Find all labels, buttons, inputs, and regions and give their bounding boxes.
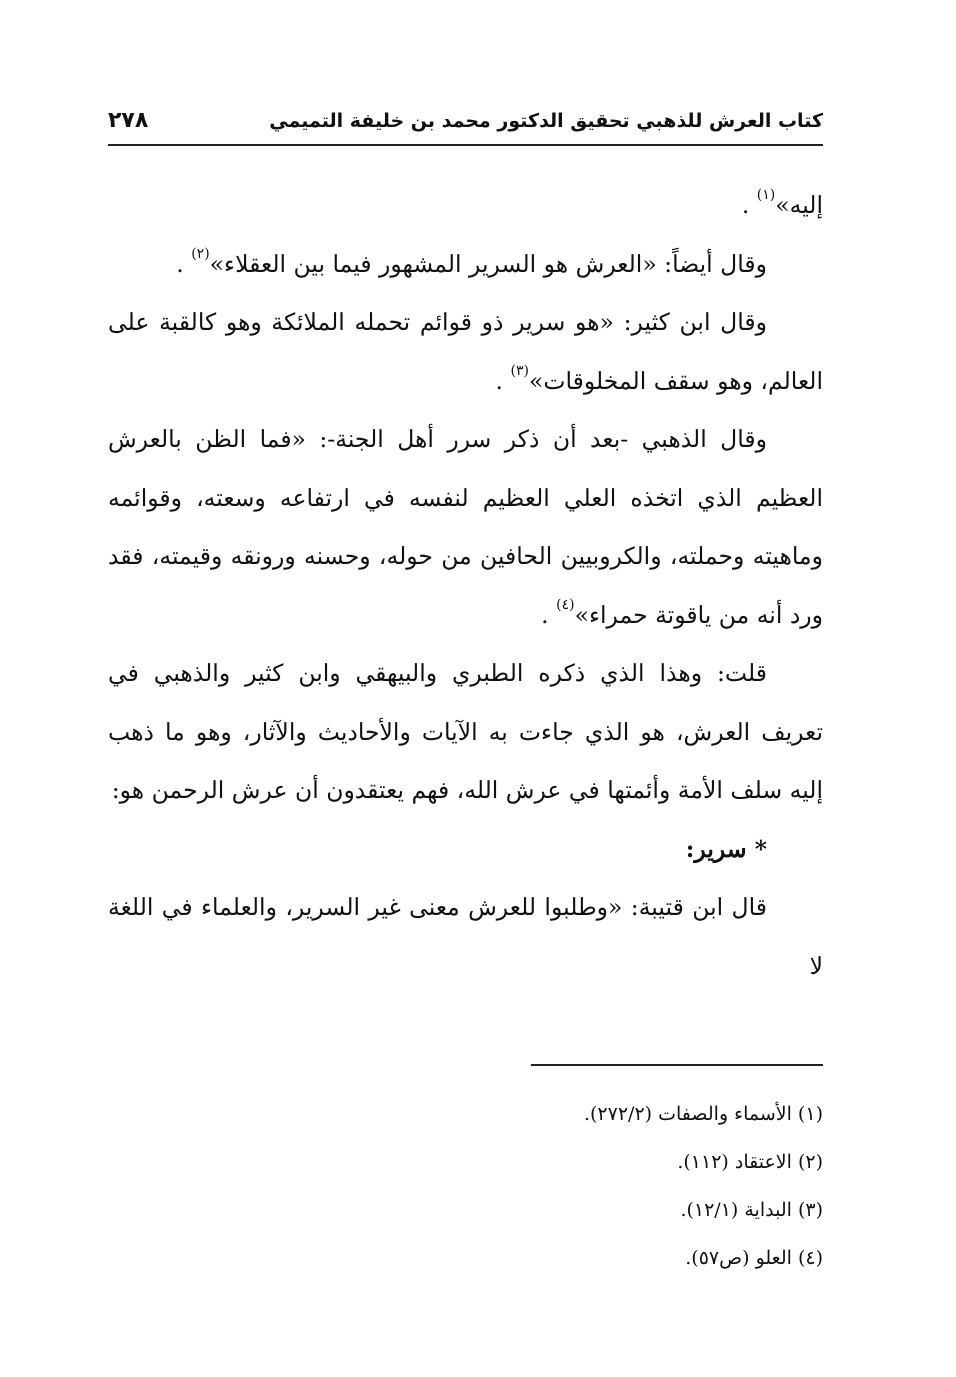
footnote: (٤) العلو (ص٥٧). (685, 1247, 823, 1269)
footnote: (١) الأسماء والصفات (٢٧٢/٢). (583, 1103, 823, 1125)
paragraph: قلت: وهذا الذي ذكره الطبري والبيهقي وابن كثير والذهبي في تعريف العرش، هو الذي جاءت به الآيات والأحاديث والآثار، وهو ما ذهب إليه سلف الأمة وأئمتها في عرش الله، فهم يعتقدون أن عرش الرحمن هو: (108, 659, 823, 804)
footnote-ref: (٣) (510, 362, 529, 379)
footnote-ref: (١) (756, 187, 776, 203)
paragraph: وقال الذهبي -بعد أن ذكر سرر أهل الجنة-: «فما الظن بالعرش العظيم الذي اتخذه العلي العظيم لنفسه في ارتفاعه وسعته، وقوائمه وماهيته وحملته، والكروبيين الحافين من حوله، وحسنه ورونقه وقيمته، فقد ورد أنه من ياقوتة حمراء»$^{(٤)}$ . (108, 425, 823, 629)
paragraph-text: وقال ابن كثير: «هو سرير ذو قوائم تحمله الملائكة وهو كالقبة على العالم، وهو سقف المخلوقات» (108, 308, 823, 395)
footnote: (٢) الاعتقاد (١١٢). (677, 1151, 823, 1173)
paragraph-text: وقال الذهبي -بعد أن ذكر سرر أهل الجنة-: «فما الظن بالعرش العظيم الذي اتخذه العلي العظيم لنفسه في ارتفاعه وسعته، وقوائمه وماهيته وحملته، والكروبيين الحافين من حوله، وحسنه ورونقه وقيمته، فقد ورد أنه من ياقوتة حمراء» (108, 425, 823, 629)
paragraph: قال ابن قتيبة: «وطلبوا للعرش معنى غير السرير، والعلماء في اللغة لا (108, 893, 823, 980)
header-title: كتاب العرش للذهبي تحقيق الدكتور محمد بن خليفة التميمي (269, 110, 823, 132)
paragraph: وقال أيضاً: «العرش هو السرير المشهور فيما بين العقلاء»$^{(٢)}$ . (176, 245, 767, 278)
main-text (108, 176, 823, 995)
footnote-ref: (٤) (556, 596, 575, 613)
paragraph: إليه»$^{(١)}$ . (741, 187, 823, 219)
footnote-separator (531, 1064, 823, 1066)
paragraph-text: وقال أيضاً: «العرش هو السرير المشهور فيما بين العقلاء» (209, 249, 767, 278)
paragraph-text: إليه» (775, 191, 823, 219)
footnotes (108, 1090, 823, 1282)
footnote-ref: (٢) (191, 245, 210, 262)
paragraph: وقال ابن كثير: «هو سرير ذو قوائم تحمله الملائكة وهو كالقبة على العالم، وهو سقف المخلوقات»$^{(٣)}$ . (108, 308, 823, 395)
page (108, 0, 823, 1377)
footnote: (٣) البداية (١٢/١). (680, 1199, 823, 1221)
running-header (108, 104, 823, 146)
section-heading: * سرير: (685, 834, 767, 863)
page-number: ٢٧٨ (108, 108, 149, 133)
